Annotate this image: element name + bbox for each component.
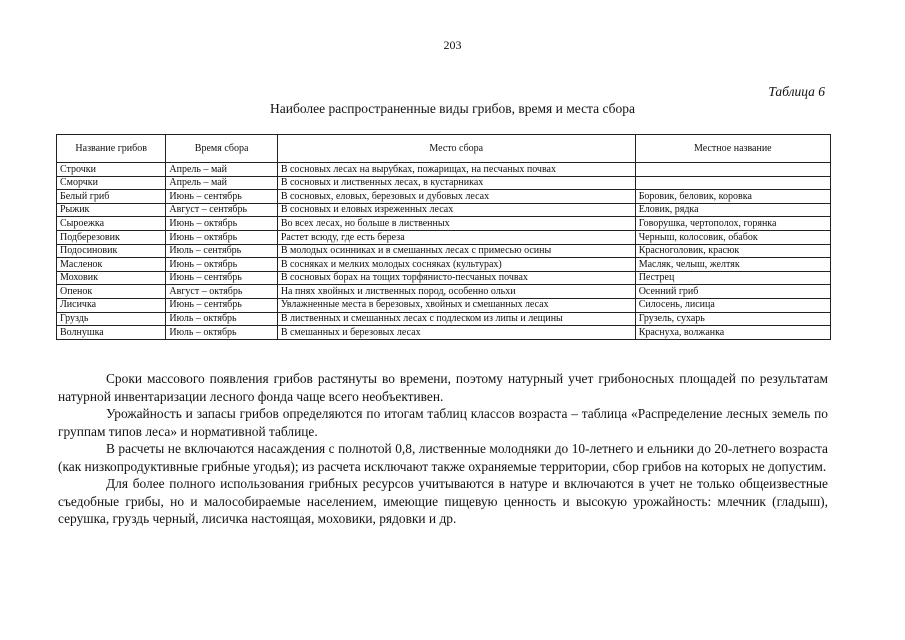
column-header-name: Название грибов xyxy=(57,135,166,163)
cell-name: Сыроежка xyxy=(57,217,166,231)
cell-name: Волнушка xyxy=(57,326,166,340)
table-label: Таблица 6 xyxy=(768,84,825,99)
cell-local-name: Краснуха, волжанка xyxy=(635,326,830,340)
cell-time: Август – октябрь xyxy=(166,285,277,299)
cell-time: Июнь – октябрь xyxy=(166,217,277,231)
cell-place: В сосновых, еловых, березовых и дубовых лесах xyxy=(277,190,635,204)
page-number: 203 xyxy=(443,38,462,52)
cell-place: Растет всюду, где есть береза xyxy=(277,230,635,244)
table-title: Наиболее распространенные виды грибов, время и места сбора xyxy=(269,101,636,116)
cell-time: Июнь – сентябрь xyxy=(166,271,277,285)
cell-name: Масленок xyxy=(57,258,166,272)
cell-local-name: Черныш, колосовик, обабок xyxy=(635,230,830,244)
cell-time: Июнь – сентябрь xyxy=(166,298,277,312)
table-row xyxy=(57,326,831,340)
column-header-place: Место сбора xyxy=(277,135,635,163)
cell-local-name: Масляк, челыш, желтяк xyxy=(635,258,830,272)
table-row xyxy=(57,203,831,217)
cell-local-name: Силосень, лисица xyxy=(635,298,830,312)
cell-time: Апрель – май xyxy=(166,176,277,190)
cell-name: Опенок xyxy=(57,285,166,299)
cell-time: Июнь – сентябрь xyxy=(166,190,277,204)
body-text xyxy=(58,370,828,528)
cell-place: В сосновых борах на тощих торфянисто-песчаных почвах xyxy=(277,271,635,285)
cell-name: Груздь xyxy=(57,312,166,326)
cell-time: Август – сентябрь xyxy=(166,203,277,217)
paragraph: В расчеты не включаются насаждения с полнотой 0,8, лиственные молодняки до 10-летнего и ельники до 20-летнего возраста (как низкопродуктивные грибные угодья); из расчета исключают также охраняемые территории, сбор грибов на которых не допустим. xyxy=(58,441,828,474)
cell-time: Июль – сентябрь xyxy=(166,244,277,258)
cell-place: На пнях хвойных и лиственных пород, особенно ольхи xyxy=(277,285,635,299)
cell-place: Увлажненные места в березовых, хвойных и смешанных лесах xyxy=(277,298,635,312)
cell-time: Апрель – май xyxy=(166,163,277,177)
cell-time: Июнь – октябрь xyxy=(166,230,277,244)
cell-place: В сосняках и мелких молодых сосняках (культурах) xyxy=(277,258,635,272)
table-row xyxy=(57,217,831,231)
table-row xyxy=(57,244,831,258)
column-header-local-name: Местное название xyxy=(635,135,830,163)
cell-place: В сосновых и еловых изреженных лесах xyxy=(277,203,635,217)
table-row xyxy=(57,298,831,312)
table-body xyxy=(57,163,831,340)
cell-place: В сосновых и лиственных лесах, в кустарниках xyxy=(277,176,635,190)
table-row xyxy=(57,163,831,177)
cell-name: Подосиновик xyxy=(57,244,166,258)
cell-name: Строчки xyxy=(57,163,166,177)
cell-name: Сморчки xyxy=(57,176,166,190)
cell-name: Моховик xyxy=(57,271,166,285)
cell-place: В лиственных и смешанных лесах с подлеском из липы и лещины xyxy=(277,312,635,326)
cell-local-name xyxy=(635,163,830,177)
cell-place: В смешанных и березовых лесах xyxy=(277,326,635,340)
table-row xyxy=(57,285,831,299)
table-row xyxy=(57,258,831,272)
cell-place: Во всех лесах, но больше в лиственных xyxy=(277,217,635,231)
cell-local-name: Еловик, рядка xyxy=(635,203,830,217)
cell-local-name: Боровик, беловик, коровка xyxy=(635,190,830,204)
cell-name: Лисичка xyxy=(57,298,166,312)
table-row xyxy=(57,190,831,204)
cell-place: В сосновых лесах на вырубках, пожарищах, на песчаных почвах xyxy=(277,163,635,177)
cell-time: Июнь – октябрь xyxy=(166,258,277,272)
cell-time: Июль – октябрь xyxy=(166,312,277,326)
table-row xyxy=(57,176,831,190)
cell-local-name xyxy=(635,176,830,190)
table-row xyxy=(57,271,831,285)
paragraph: Для более полного использования грибных ресурсов учитываются в натуре и включаются в учет не только общеизвестные съедобные грибы, но и малособираемые населением, имеющие пищевую ценность и высокую урожайность: млечник (гладыш), серушка, груздь черный, лисичка настоящая, моховики, рядовки и др. xyxy=(58,476,828,526)
cell-name: Рыжик xyxy=(57,203,166,217)
table-row xyxy=(57,230,831,244)
paragraph: Урожайность и запасы грибов определяются по итогам таблиц классов возраста – таблица «Распределение лесных земель по группам типов леса» и нормативной таблице. xyxy=(58,406,828,439)
cell-time: Июль – октябрь xyxy=(166,326,277,340)
column-header-time: Время сбора xyxy=(166,135,277,163)
cell-name: Подберезовик xyxy=(57,230,166,244)
cell-local-name: Красноголовик, красюк xyxy=(635,244,830,258)
paragraph: Сроки массового появления грибов растянуты во времени, поэтому натурный учет грибоносных площадей по результатам натурной инвентаризации лесного фонда чаще всего необъективен. xyxy=(58,371,828,404)
cell-name: Белый гриб xyxy=(57,190,166,204)
cell-local-name: Грузель, сухарь xyxy=(635,312,830,326)
cell-local-name: Осенний гриб xyxy=(635,285,830,299)
mushroom-table xyxy=(56,134,831,340)
cell-local-name: Говорушка, чертополох, горянка xyxy=(635,217,830,231)
cell-local-name: Пестрец xyxy=(635,271,830,285)
cell-place: В молодых осинниках и в смешанных лесах с примесью осины xyxy=(277,244,635,258)
table-header-row xyxy=(57,135,831,163)
table-row xyxy=(57,312,831,326)
